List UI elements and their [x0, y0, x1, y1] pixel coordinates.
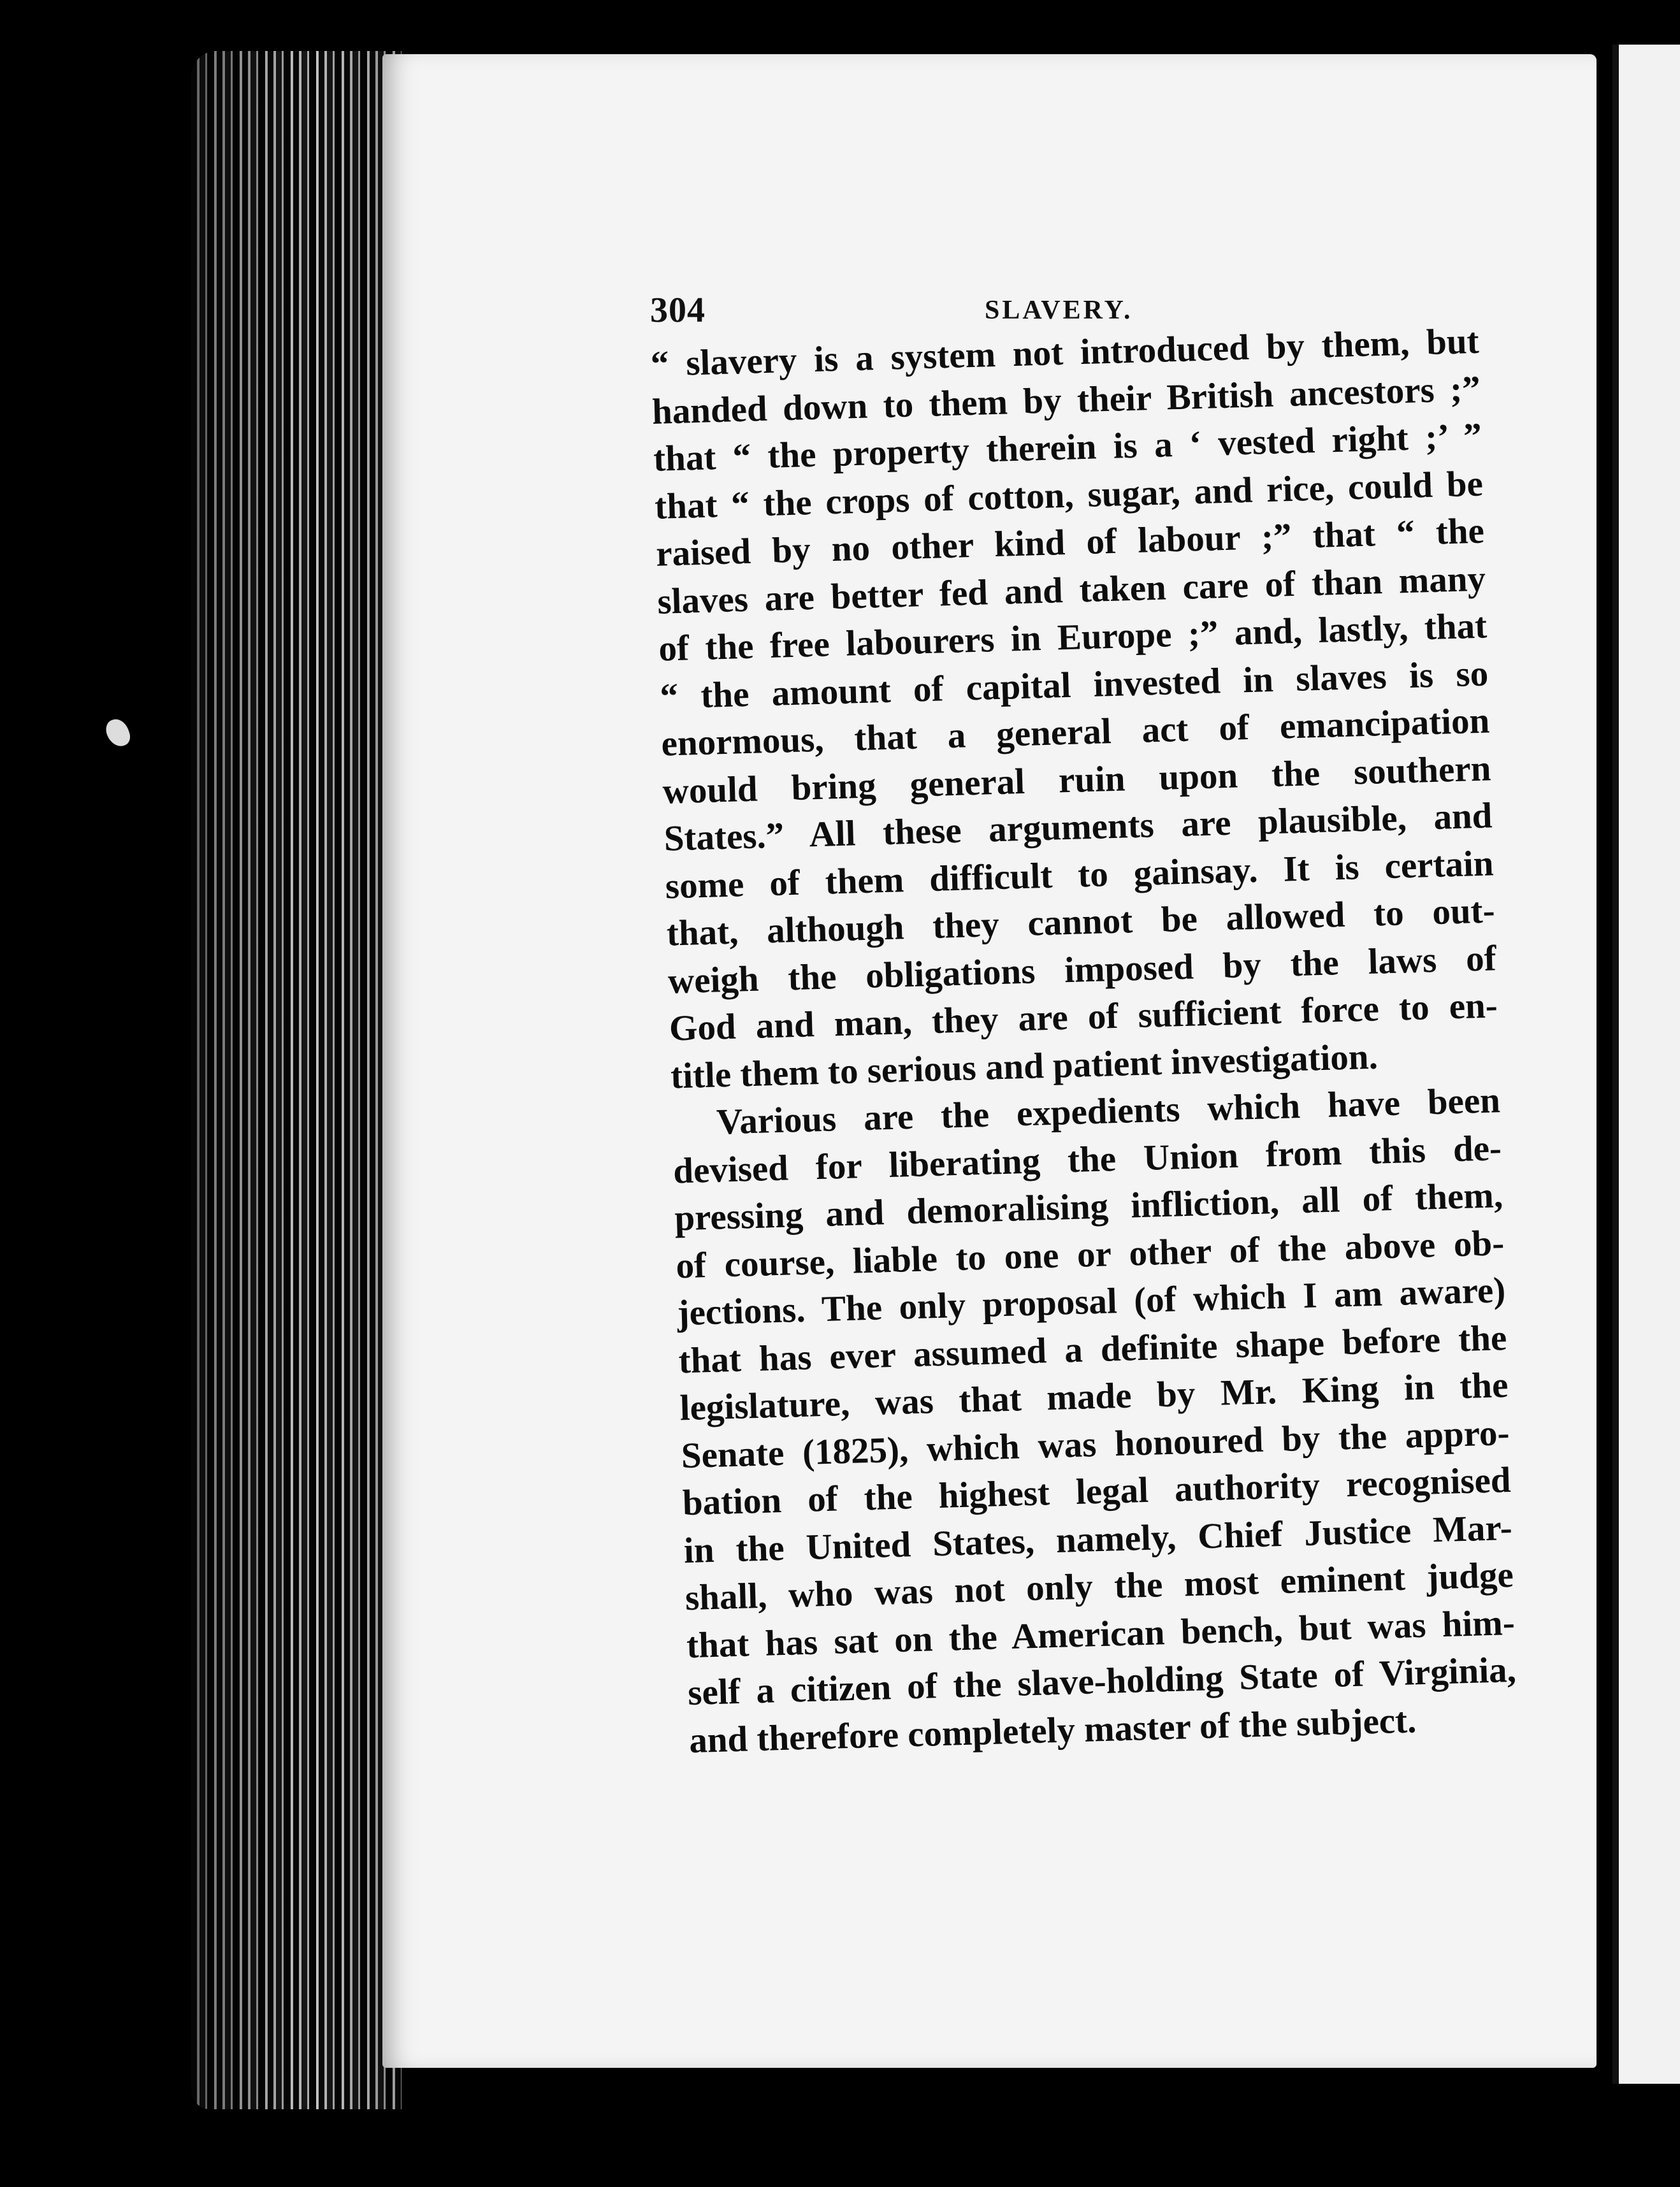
text-line: bation of the highest legal authority recognised	[682, 1460, 1512, 1524]
text-line: and therefore completely master of the subject.	[688, 1700, 1417, 1761]
text-line: slaves are better fed and taken care of than many	[656, 558, 1486, 622]
text-line: of the free labourers in Europe ;” and, lastly, that	[658, 605, 1488, 669]
text-line: that “ the crops of cotton, sugar, and rice, could be	[654, 463, 1484, 527]
book-edge-shadow	[191, 51, 402, 2109]
text-line: some of them difficult to gainsay. It is certain	[665, 842, 1495, 907]
text-line: weigh the obligations imposed by the laws of	[667, 937, 1497, 1002]
text-line: that, although they cannot be allowed to out-	[666, 890, 1496, 954]
text-line: pressing and demoralising infliction, all of them,	[674, 1175, 1503, 1239]
text-line: “ the amount of capital invested in slaves is so	[659, 653, 1489, 717]
text-line: that has sat on the American bench, but was him-	[686, 1602, 1516, 1666]
facing-page-edge	[1612, 45, 1680, 2084]
text-line: enormous, that a general act of emancipation	[660, 700, 1491, 764]
text-line: Senate (1825), which was honoured by the appro-	[680, 1412, 1510, 1476]
text-line: jections. The only proposal (of which I am aware)	[676, 1270, 1506, 1334]
body-text	[650, 318, 1518, 1765]
text-line: would bring general ruin upon the southern	[662, 747, 1492, 812]
page-number: 304	[650, 291, 706, 330]
text-line: legislature, was that made by Mr. King in the	[679, 1365, 1509, 1429]
text-line: that has ever assumed a definite shape before the	[677, 1317, 1508, 1381]
text-line: raised by no other kind of labour ;” that “ the	[655, 510, 1485, 574]
text-line: “ slavery is a system not introduced by them, but	[650, 321, 1480, 384]
text-line: handed down to them by their British ancestors ;”	[651, 368, 1481, 432]
text-line: in the United States, namely, Chief Justice Mar-	[683, 1507, 1513, 1571]
text-line: shall, who was not only the most eminent judge	[684, 1554, 1514, 1619]
text-line: God and man, they are of sufficient force to en-	[669, 985, 1498, 1049]
text-line: States.” All these arguments are plausible, and	[663, 795, 1493, 859]
smudge-mark	[103, 716, 133, 750]
text-line: that “ the property therein is a ‘ vested right ;’ ”	[653, 415, 1482, 479]
running-head: SLAVERY.	[985, 296, 1133, 325]
text-line: of course, liable to one or other of the above ob-	[675, 1222, 1505, 1286]
text-line: self a citizen of the slave-holding State of Virginia,	[687, 1649, 1517, 1714]
text-line: devised for liberating the Union from this de-	[672, 1127, 1502, 1191]
text-line: title them to serious and patient investigation.	[670, 1036, 1379, 1097]
text-line: Various are the expedients which have been	[716, 1080, 1501, 1143]
